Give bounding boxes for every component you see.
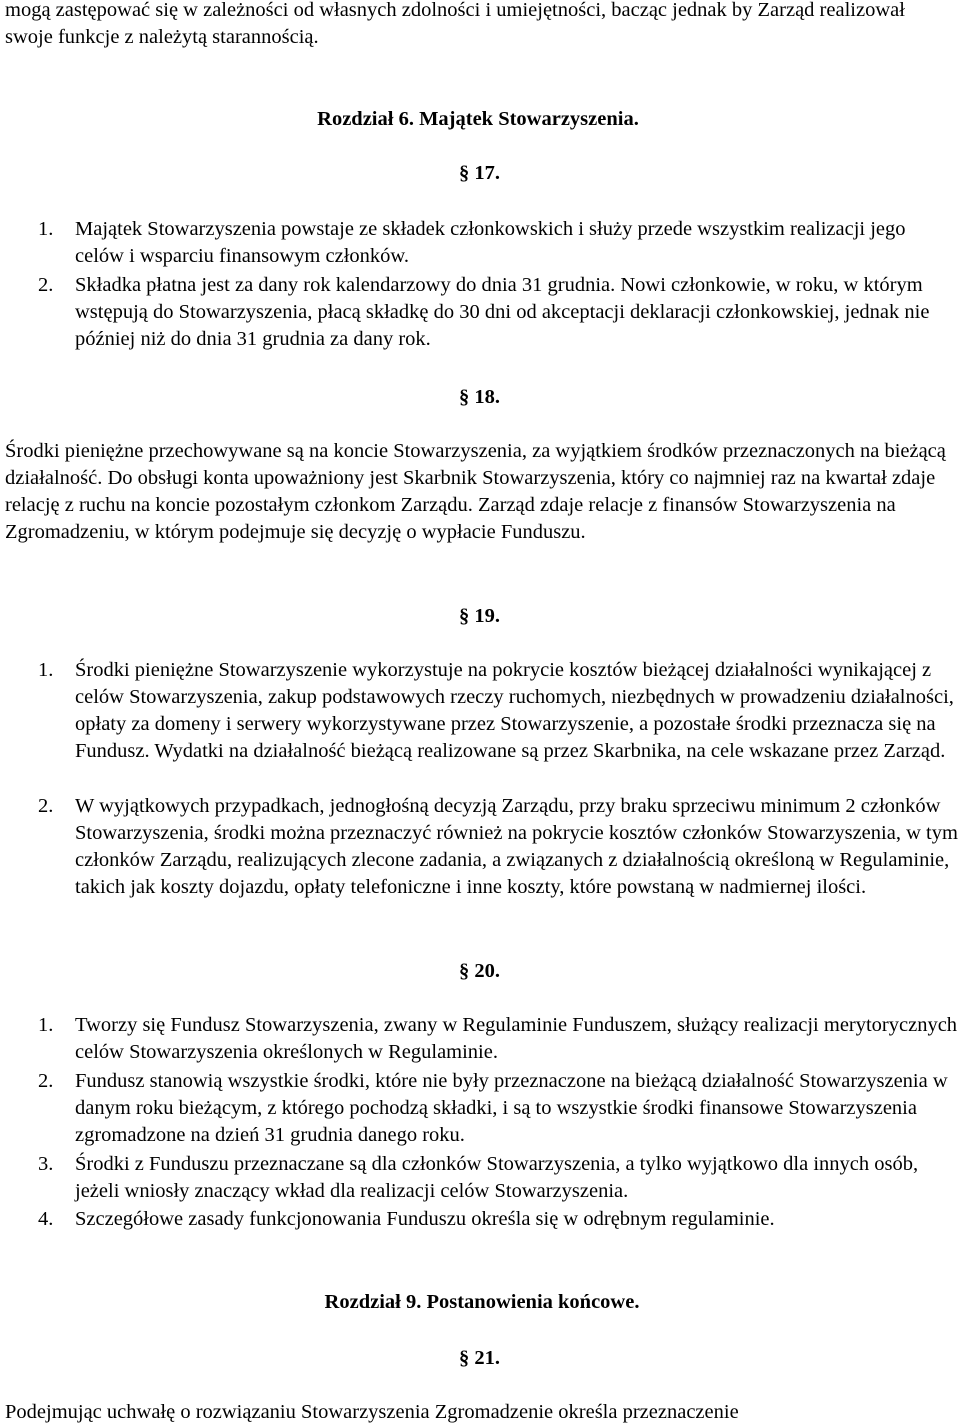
list-text: Środki pieniężne Stowarzyszenie wykorzystuje na pokrycie kosztów bieżącej działalności wynikającej z celów Stowarzyszenia, zakup podstawowych rzeczy ruchomych, niezbędnych w prowadzeniu działalności, opłaty za domeny i serwery wykorzystywane przez Stowarzyszenie, a pozostałe środki przeznacza się na Fundusz. Wydatki na działalność bieżącą realizowane są przez Skarbnika, na cele wskazane przez Zarząd.: [75, 659, 954, 762]
list-text: W wyjątkowych przypadkach, jednogłośną decyzją Zarządu, przy braku sprzeciwu minimum 2 członków Stowarzyszenia, środki można przeznaczyć również na pokrycie kosztów członków Stowarzyszenia, w tym członków Zarządu, realizujących zlecone zadania, a związanych z działalnością określoną w Regulaminie, takich jak koszty dojazdu, opłaty telefoniczne i inne koszty, które powstaną w nadmiernej ilości.: [75, 795, 958, 898]
list-item: [38, 793, 958, 901]
section-21-paragraph: Podejmując uchwałę o rozwiązaniu Stowarzyszenia Zgromadzenie określa przeznaczenie: [5, 1401, 739, 1423]
list-item: [38, 216, 958, 270]
list-item: [38, 272, 958, 353]
section-symbol: §: [459, 605, 470, 627]
section-17-heading: [459, 160, 500, 187]
section-20-heading: [459, 958, 500, 985]
list-number: 2.: [38, 1070, 54, 1092]
list-text: Majątek Stowarzyszenia powstaje ze składek członkowskich i służy przede wszystkim realizacji jego celów i wsparciu finansowym członków.: [75, 218, 906, 267]
section-number: 21.: [474, 1347, 500, 1369]
section-number: 20.: [474, 960, 500, 982]
list-number: 1.: [38, 218, 54, 240]
list-item: [38, 1012, 958, 1066]
section-number: 17.: [474, 162, 500, 184]
list-item: [38, 1151, 958, 1205]
chapter-6-heading: Rozdział 6. Majątek Stowarzyszenia.: [317, 108, 639, 130]
chapter-9-heading: Rozdział 9. Postanowienia końcowe.: [324, 1291, 640, 1313]
list-number: 3.: [38, 1153, 54, 1175]
section-number: 18.: [474, 386, 500, 408]
list-number: 2.: [38, 795, 54, 817]
section-18-paragraph: Środki pieniężne przechowywane są na koncie Stowarzyszenia, za wyjątkiem środków przeznaczonych na bieżącą działalność. Do obsługi konta upoważniony jest Skarbnik Stowarzyszenia, który co najmniej raz na kwartał zdaje relację z ruchu na koncie pozostałym członkom Zarządu. Zarząd zdaje relacje z finansów Stowarzyszenia na Zgromadzeniu, w którym podejmuje się decyzję o wypłacie Funduszu.: [5, 440, 946, 543]
list-text: Tworzy się Fundusz Stowarzyszenia, zwany w Regulaminie Funduszem, służący realizacji merytorycznych celów Stowarzyszenia określonych w Regulaminie.: [75, 1014, 958, 1063]
section-symbol: §: [459, 960, 470, 982]
list-number: 4.: [38, 1208, 54, 1230]
intro-paragraph: mogą zastępować się w zależności od własnych zdolności i umiejętności, bacząc jednak by Zarząd realizował swoje funkcje z należytą starannością.: [5, 0, 905, 48]
list-text: Fundusz stanowią wszystkie środki, które nie były przeznaczone na bieżącą działalność Stowarzyszenia w danym roku bieżącym, z którego pochodzą składki, i są to wszystkie środki finansowe Stowarzyszenia zgromadzone na dzień 31 grudnia danego roku.: [75, 1070, 948, 1146]
list-item: [38, 1206, 958, 1233]
section-number: 19.: [474, 605, 500, 627]
list-number: 2.: [38, 274, 54, 296]
section-21-heading: [459, 1345, 500, 1372]
list-item: [38, 1068, 958, 1149]
section-18-heading: [459, 384, 500, 411]
list-text: Szczegółowe zasady funkcjonowania Funduszu określa się w odrębnym regulaminie.: [75, 1208, 775, 1230]
list-item: [38, 657, 958, 765]
section-symbol: §: [459, 386, 470, 408]
section-19-heading: [459, 603, 500, 630]
list-text: Składka płatna jest za dany rok kalendarzowy do dnia 31 grudnia. Nowi członkowie, w roku, w którym wstępują do Stowarzyszenia, płacą składkę do 30 dni od akceptacji deklaracji członkowskiej, jednak nie później niż do dnia 31 grudnia za dany rok.: [75, 274, 930, 350]
section-symbol: §: [459, 1347, 470, 1369]
list-number: 1.: [38, 1014, 54, 1036]
list-text: Środki z Funduszu przeznaczane są dla członków Stowarzyszenia, a tylko wyjątkowo dla innych osób, jeżeli wniosły znaczący wkład dla realizacji celów Stowarzyszenia.: [75, 1153, 919, 1202]
list-number: 1.: [38, 659, 54, 681]
section-symbol: §: [459, 162, 470, 184]
